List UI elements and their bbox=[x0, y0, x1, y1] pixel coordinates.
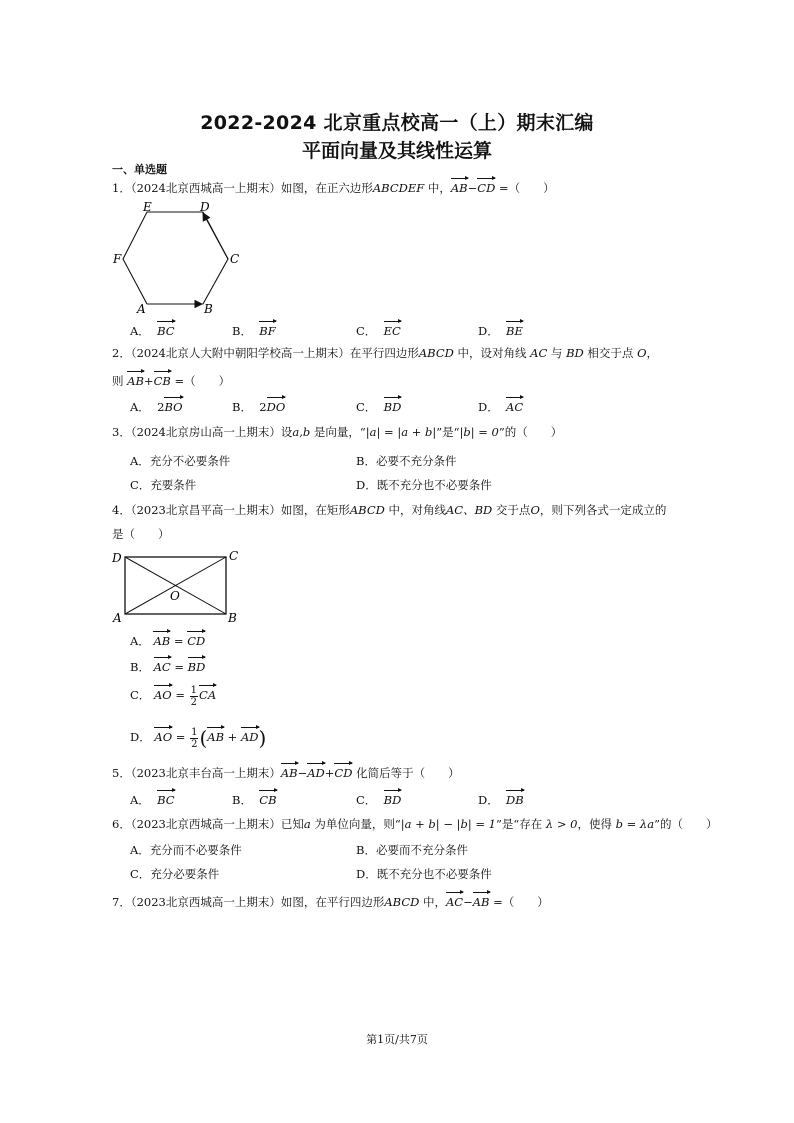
q5-option-a[interactable]: A． BC bbox=[130, 789, 175, 808]
label-D: D bbox=[200, 200, 210, 214]
q1-option-a[interactable]: A． BC bbox=[130, 320, 175, 339]
q3-option-a[interactable]: A．充分不必要条件 bbox=[130, 454, 231, 468]
question-4-stem: 4．（2023北京昌平高一上期末）如图，在矩形ABCD 中，对角线AC、BD 交于点O，则下列各式一定成立的 bbox=[112, 503, 667, 517]
label-C: C bbox=[230, 252, 240, 266]
q1-shape: ABCDEF bbox=[372, 181, 425, 195]
q3-option-d[interactable]: D．既不充分也不必要条件 bbox=[356, 478, 492, 492]
q1-option-d[interactable]: D． BE bbox=[478, 320, 523, 339]
question-1-stem bbox=[112, 177, 555, 196]
hexagon-outline-left bbox=[123, 212, 203, 304]
q1-option-c[interactable]: C． EC bbox=[356, 320, 401, 339]
label-C: C bbox=[229, 549, 239, 563]
q4-option-b[interactable]: B． AC = BD bbox=[130, 656, 205, 675]
question-5-stem: 5．（2023北京丰台高一上期末）AB−AD+CD 化简后等于（ ） bbox=[112, 762, 460, 781]
q2-option-b[interactable]: B． 2DO bbox=[232, 396, 285, 415]
label-E: E bbox=[143, 200, 152, 214]
q6-option-d[interactable]: D．既不充分也不必要条件 bbox=[356, 867, 492, 881]
q6-option-c[interactable]: C．充分必要条件 bbox=[130, 867, 220, 881]
q3-option-b[interactable]: B．必要不充分条件 bbox=[356, 454, 457, 468]
q1-answer-blank: =（ ） bbox=[495, 181, 555, 195]
label-D: D bbox=[112, 551, 122, 565]
label-B: B bbox=[228, 611, 237, 625]
question-3-stem: 3．（2024北京房山高一上期末）设a,b 是向量，“|a| = |a + b|”是“|b| = 0”的（ ） bbox=[112, 425, 563, 439]
label-B: B bbox=[204, 302, 213, 316]
q3-option-c[interactable]: C．充要条件 bbox=[130, 478, 197, 492]
q1-stem-text: 1．（2024北京西城高一上期末）如图，在正六边形 bbox=[112, 181, 373, 195]
q2-option-c[interactable]: C． BD bbox=[356, 396, 401, 415]
q1-minus: − bbox=[467, 181, 478, 195]
q6-option-a[interactable]: A．充分而不必要条件 bbox=[130, 843, 242, 857]
q1-mid: 中， bbox=[424, 181, 451, 195]
q2-option-d[interactable]: D． AC bbox=[478, 396, 523, 415]
label-O: O bbox=[170, 589, 180, 603]
page-subtitle: 平面向量及其线性运算 bbox=[301, 140, 492, 162]
page-title: 2022-2024 北京重点校高一（上）期末汇编 bbox=[200, 112, 594, 134]
fraction-half: $\frac{1}{2}$ bbox=[191, 726, 198, 750]
question-7-stem: 7．（2023北京西城高一上期末）如图，在平行四边形ABCD 中，AC−AB =（ ） bbox=[112, 891, 549, 910]
q4-option-a[interactable]: A． AB = CD bbox=[130, 630, 205, 649]
page-footer: 第1页/共7页 bbox=[366, 1033, 428, 1046]
hexagon-outline bbox=[147, 212, 228, 304]
question-2-stem: 2．（2024北京人大附中朝阳学校高一上期末）在平行四边形ABCD 中，设对角线 AC 与 BD 相交于点 O， bbox=[112, 346, 658, 360]
q5-option-c[interactable]: C． BD bbox=[356, 789, 401, 808]
label-A: A bbox=[137, 302, 146, 316]
label-A: A bbox=[113, 611, 122, 625]
q5-option-b[interactable]: B． CB bbox=[232, 789, 277, 808]
q6-option-b[interactable]: B．必要而不充分条件 bbox=[356, 843, 468, 857]
q5-option-d[interactable]: D． DB bbox=[478, 789, 524, 808]
q1-option-b[interactable]: B． BF bbox=[232, 320, 276, 339]
question-2-expression: 则 AB+CB =（ ） bbox=[112, 370, 230, 389]
q4-option-d[interactable]: D． AO = $\frac{1}{2}$ (AB + AD) bbox=[130, 726, 267, 750]
rectangle-figure bbox=[110, 546, 250, 626]
question-4-stem-line2: 是（ ） bbox=[112, 527, 170, 541]
q1-vector-2: CD bbox=[477, 177, 495, 196]
label-F: F bbox=[113, 252, 122, 266]
question-6-stem: 6．（2023北京西城高一上期末）已知a 为单位向量，则“|a + b| − |b| = 1”是“存在 λ > 0，使得 b = λa”的（ ） bbox=[112, 817, 718, 831]
fraction-half: $\frac{1}{2}$ bbox=[190, 684, 198, 708]
section-heading: 一、单选题 bbox=[112, 163, 167, 176]
vector-cd-arrow bbox=[203, 213, 228, 259]
q4-option-c[interactable]: C． AO = $\frac{1}{2}$ CA bbox=[130, 684, 217, 708]
hexagon-figure bbox=[110, 198, 250, 316]
q1-vector-1: AB bbox=[451, 177, 468, 196]
q2-option-a[interactable]: A． 2BO bbox=[130, 396, 183, 415]
